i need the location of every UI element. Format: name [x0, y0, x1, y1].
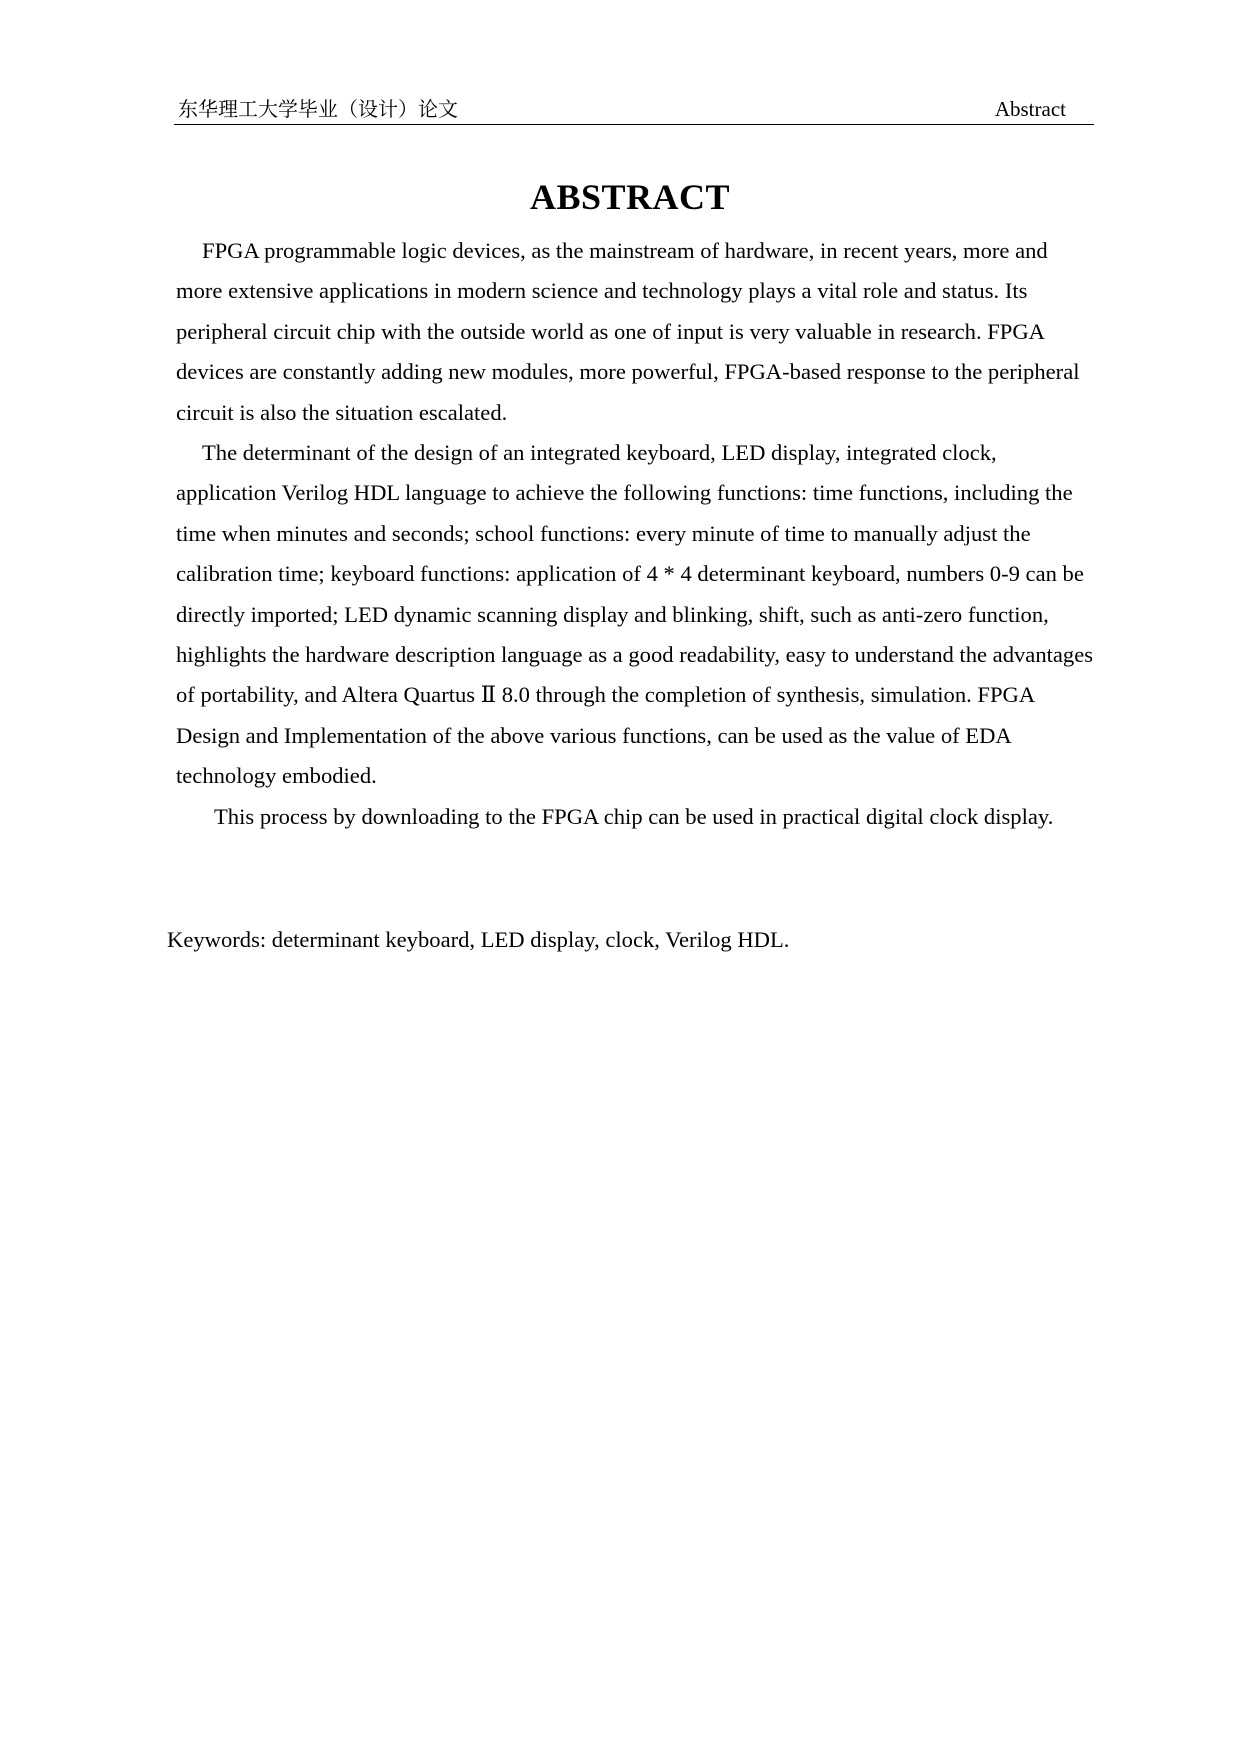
abstract-body	[176, 231, 1096, 837]
header-section-name: Abstract	[994, 97, 1066, 121]
abstract-paragraph-2: The determinant of the design of an integrated keyboard, LED display, integrated clock, application Verilog HDL language to achieve the following functions: time functions, including the time when minutes and seconds; school functions: every minute of time to manually adjust the calibration time; keyboard functions: application of 4 * 4 determinant keyboard, numbers 0-9 can be directly imported; LED dynamic scanning display and blinking, shift, such as anti-zero function, highlights the hardware description language as a good readability, easy to understand the advantages of portability, and Altera Quartus Ⅱ 8.0 through the completion of synthesis, simulation. FPGA Design and Implementation of the above various functions, can be used as the value of EDA technology embodied.	[176, 440, 1094, 789]
keywords-line: Keywords: determinant keyboard, LED display, clock, Verilog HDL.	[167, 927, 790, 952]
abstract-title: ABSTRACT	[529, 177, 731, 217]
abstract-paragraph-3: This process by downloading to the FPGA chip can be used in practical digital clock display.	[214, 803, 1054, 829]
header-thesis-title: 东华理工大学毕业（设计）论文	[178, 97, 458, 121]
running-header	[174, 94, 1094, 125]
abstract-paragraph-1: FPGA programmable logic devices, as the mainstream of hardware, in recent years, more and more extensive applications in modern science and technology plays a vital role and status. Its peripheral circuit chip with the outside world as one of input is very valuable in research. FPGA devices are constantly adding new modules, more powerful, FPGA-based response to the peripheral circuit is also the situation escalated.	[176, 238, 1080, 425]
